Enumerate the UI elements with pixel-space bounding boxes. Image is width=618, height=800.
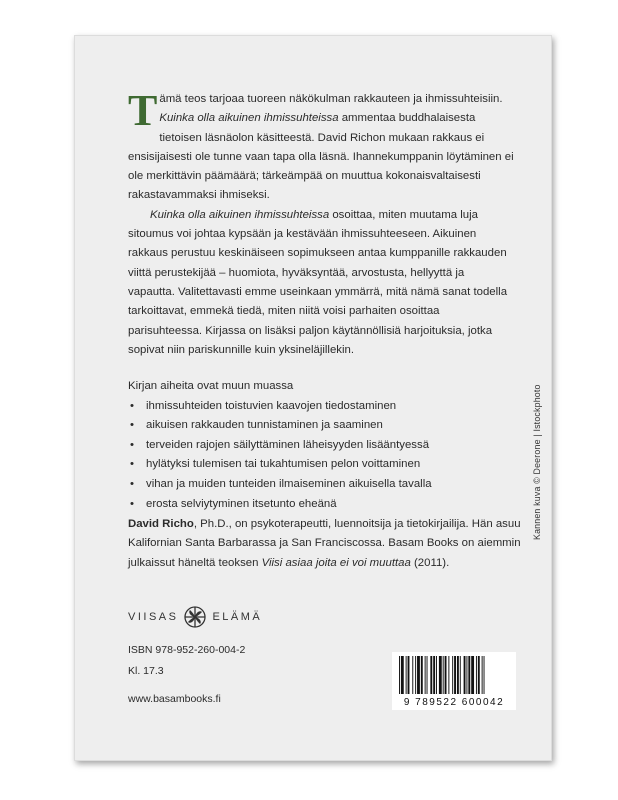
topic-item [128,397,514,417]
topic-text: terveiden rajojen säilyttäminen läheisyyden lisääntyessä [146,438,430,451]
topic-text: erosta selviytyminen itsetunto eheänä [146,497,337,510]
bullet-icon: • [130,497,134,510]
bullet-icon: • [130,419,134,432]
book-back-cover [74,35,552,761]
barcode-bar [464,656,466,694]
topic-text: aikuisen rakkauden tunnistaminen ja saaminen [146,419,383,432]
book-title-italic: Kuinka olla aikuinen ihmissuhteissa [150,208,330,221]
topic-text: hylätyksi tulemisen tai tukahtumisen pelon voittaminen [146,458,421,471]
author-name: David Richo [128,518,194,530]
barcode-bar [436,656,437,694]
barcode-bar [421,656,423,694]
barcode-bar [468,656,470,694]
barcode-bar [452,656,453,694]
barcode-bar [439,656,442,694]
book-metadata [128,640,328,710]
barcode-bar [399,656,400,694]
barcode-bar [417,656,420,694]
topics-section [128,377,514,514]
author-bio [128,515,528,573]
barcode-bar [445,656,447,694]
barcode-bar [476,656,477,694]
barcode-bar [443,656,444,694]
barcode-bar [415,656,416,694]
logo-word-left: VIISAS [128,611,179,623]
flower-emblem-icon [184,606,206,628]
barcode-bar [484,656,485,694]
barcode-bar [425,656,426,694]
topic-item [128,475,514,495]
barcode-bar [478,656,480,694]
library-class: Kl. 17.3 [128,664,164,677]
logo-word-right: ELÄMÄ [212,611,263,623]
cover-photo-credit: Kannen kuva © Deerone | Istockphoto [532,384,542,540]
text-run: osoittaa, miten muutama luja sitoumus voi johtaa kypsään ja kestävään ihmissuhteeseen. Aikuinen rakkaus perustuu keskinäiseen sopimukseen antaa kumppanille rakkauden viittä perustekijää – huomiota, hyväksyntää, arvostusta, hellyyttä ja vapautta. Valitettavasti emme useinkaan ymmärrä, mitä nämä sanat todella tarkoittavat, emmekä tiedä, miten niitä voisi parhaiten osoittaa parisuhteessa. Kirjassa on lisäksi paljon käytännöllisiä harjoituksia, jotka sopivat niin pariskunnille kuin yksineläjillekin. [128,208,508,356]
barcode-bar [466,656,467,694]
topics-list [128,397,514,515]
barcode-bar [471,656,474,694]
topic-item [128,455,514,475]
author-text-a: , Ph.D., on psykoterapeutti, luennoitsija ja tietokirjailija. Hän asuu Kalifornian Santa Barbarassa ja San Franciscossa. Basam Books on aiemmin julkaissut häneltä teoksen [128,518,521,569]
book-title-italic: Kuinka olla aikuinen ihmissuhteissa [159,112,339,125]
text-run: ammentaa buddhalaisesta tietoisen läsnäolon käsitteestä. David Richon mukaan rakkaus ei ensisijaisesti ole tunne vaan tapa olla läsnä. Ihannekumppanin löytäminen ei ole merkittävin päämäärä; tärkeämpää on muuttua kokonaisvaltaisesti rakastavammaksi ihmiseksi. [128,112,514,202]
barcode-number: 9 789522 600042 [403,697,505,708]
publisher-logo [128,605,262,629]
barcode-bar [430,656,432,694]
barcode-bar [448,656,449,694]
barcode-bar [457,656,459,694]
topic-item [128,416,514,436]
isbn: ISBN 978-952-260-004-2 [128,644,246,656]
barcode-bar [433,656,435,694]
topic-item [128,436,514,456]
barcode-bar [482,656,483,694]
drop-cap: T [128,86,158,135]
bullet-icon: • [130,458,134,471]
text-run: ämä teos tarjoaa tuoreen näkökulman rakkauteen ja ihmissuhteisiin. [159,93,503,105]
topic-text: ihmissuhteiden toistuvien kaavojen tiedostaminen [146,399,397,412]
intro-paragraph-1 [128,86,514,206]
barcode [392,652,516,710]
barcode-bar [460,656,461,694]
barcode-bar [427,656,428,694]
author-previous-book: Viisi asiaa joita ei voi muuttaa [261,556,411,569]
intro-paragraph-2 [128,206,514,360]
topic-item [128,495,514,515]
barcode-bar [454,656,456,694]
barcode-bar [412,656,413,694]
author-text-b: (2011). [410,556,450,569]
topic-text: vihan ja muiden tunteiden ilmaiseminen aikuisella tavalla [146,477,432,490]
bullet-icon: • [130,438,134,451]
barcode-bar [406,656,407,694]
bullet-icon: • [130,477,134,490]
barcode-bar [408,656,410,694]
barcode-bar [401,656,404,694]
publisher-url: www.basambooks.fi [128,693,221,705]
topics-heading: Kirjan aiheita ovat muun muassa [128,380,294,392]
bullet-icon: • [130,399,134,412]
intro-text [128,86,514,360]
barcode-icon [398,656,510,696]
